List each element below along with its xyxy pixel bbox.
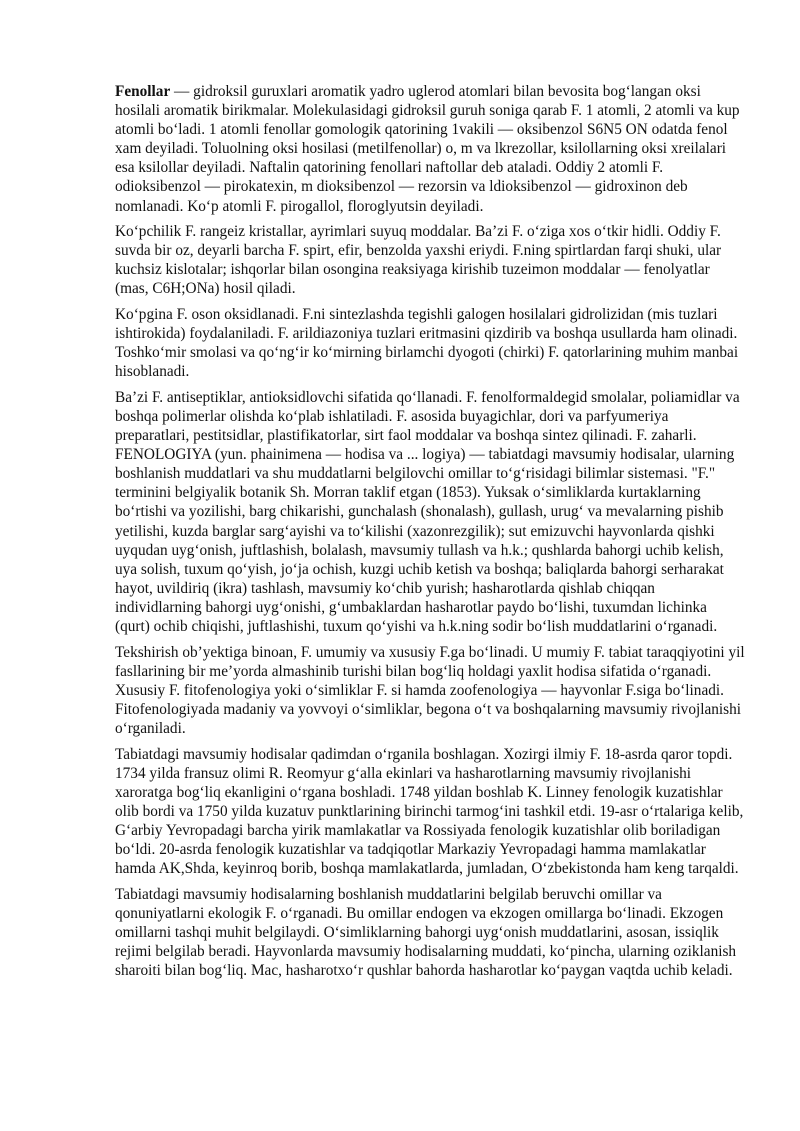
paragraph-3: Ko‘pgina F. oson oksidlanadi. F.ni sintezlashda tegishli galogen hosilalari gidrolizidan (mis tuzlari ishtirokida) foydalaniladi. F. arildiazoniya tuzlari eritmasini qizdirib va boshqa usullarda ham olinadi. Toshko‘mir smolasi va qo‘ng‘ir ko‘mirning birlamchi dyogoti (chirki) F. qatorlarining muhim manbai hisoblanadi. — [115, 306, 739, 381]
term-heading: Fenollar — [115, 83, 171, 100]
paragraph-1-text: — gidroksil guruxlari aromatik yadro uglerod atomlari bilan bevosita bog‘langan oksi hosilali aromatik birikmalar. Molekulasidagi gidroksil guruh soniga qarab F. 1 atomli, 2 atomli va kup atomli bo‘ladi. 1 atomli fenollar gomologik qatorining 1vakili — oksibenzol S6N5 ON odatda fenol xam deyiladi. Toluolning oksi hosilasi (metilfenollar) o, m va lkrezollar, ksilollarning oksi xreilalari esa ksilollar deyiladi. Naftalin qatorining fenollari naftollar deb ataladi. Oddiy 2 atomli F. odioksibenzol — pirokatexin, m dioksibenzol — rezorsin va ldioksibenzol — gidroxinon deb nomlanadi. Ko‘p atomli F. pirogallol, floroglyutsin deyiladi. — [115, 83, 740, 215]
paragraph-5: Tekshirish ob’yektiga binoan, F. umumiy va xususiy F.ga bo‘linadi. U mumiy F. tabiat taraqqiyotini yil fasllarining bir me’yorda almashinib turishi bilan bog‘liq holdagi yaxlit hodisa sifatida o‘rganadi. Xususiy F. fitofenologiya yoki o‘simliklar F. si hamda zoofenologiya — hayvonlar F.siga bo‘linadi. Fitofenologiyada madaniy va yovvoyi o‘simliklar, begona o‘t va boshqalarning mavsumiy rivojlanishi o‘rganiladi. — [115, 643, 745, 737]
document-page — [115, 82, 745, 987]
paragraph-4: Ba’zi F. antiseptiklar, antioksidlovchi sifatida qo‘llanadi. F. fenolformaldegid smolalar, poliamidlar va boshqa polimerlar olishda ko‘plab ishlatiladi. F. asosida buyagichlar, dori va parfyumeriya preparatlari, pestitsidlar, plastifikatorlar, sirt faol moddalar va boshqa sintez qilinadi. F. zaharli. FENOLOGIYA (yun. phainimena — hodisa va ... logiya) — tabiatdagi mavsumiy hodisalar, ularning boshlanish muddatlari va shu muddatlarni belgilovchi omillar to‘g‘risidagi bilimlar sistemasi. "F." terminini belgiyalik botanik Sh. Morran taklif etgan (1853). Yuksak o‘simliklarda kurtaklarning bo‘rtishi va yozilishi, barg chikarishi, gunchalash (shonalash), gullash, urug‘ va mevalarning pishib yetilishi, kuzda barglar sarg‘ayishi va to‘kilishi (xazonrezgilik); sut emizuvchi hayvonlarda qishki uyqudan uyg‘onish, juftlashish, bolalash, mavsumiy tullash va h.k.; qushlarda bahorgi uchib kelish, uya solish, tuxum qo‘yish, jo‘ja ochish, kuzgi uchib ketish va boshqa; baliqlarda bahorgi serharakat hayot, uvildiriq (ikra) tashlash, mavsumiy ko‘chib yurish; hasharotlarda qishlab chiqqan individlarning bahorgi uyg‘onishi, g‘umbaklardan hasharotlar paydo bo‘lishi, tuxumdan lichinka (qurt) ochib chiqishi, juftlashishi, tuxum qo‘yishi va h.k.ning sodir bo‘lish muddatlarini o‘rganadi. — [115, 388, 740, 636]
paragraph-2: Ko‘pchilik F. rangeiz kristallar, ayrimlari suyuq moddalar. Ba’zi F. o‘ziga xos o‘tkir hidli. Oddiy F. suvda bir oz, deyarli barcha F. spirt, efir, benzolda yaxshi eriydi. F.ning spirtlardan farqi shuki, ular kuchsiz kislotalar; ishqorlar bilan osongina reaksiyaga kirishib tuzeimon moddalar — fenolyatlar (mas, C6H;ONa) hosil qiladi. — [115, 223, 722, 298]
paragraph-6: Tabiatdagi mavsumiy hodisalar qadimdan o‘rganila boshlagan. Xozirgi ilmiy F. 18-asrda qaror topdi. 1734 yilda fransuz olimi R. Reomyur g‘alla ekinlari va hasharotlarning mavsumiy rivojlanishi xaroratga bog‘liq ekanligini o‘rgana boshladi. 1748 yildan boshlab K. Linney fenologik kuzatishlar olib bordi va 1750 yilda kuzatuv punktlarining birinchi tarmog‘ini tashkil etdi. 19-asr o‘rtalariga kelib, G‘arbiy Yevropadagi barcha yirik mamlakatlar va Rossiyada fenologik kuzatishlar olib boriladigan bo‘ldi. 20-asrda fenologik kuzatishlar va tadqiqotlar Markaziy Yevropadagi hamma mamlakatlar hamda AK,Shda, keyinroq borib, boshqa mamlakatlarda, jumladan, O‘zbekistonda ham keng tarqaldi. — [115, 745, 744, 878]
paragraph-1 — [115, 82, 745, 216]
paragraph-7: Tabiatdagi mavsumiy hodisalarning boshlanish muddatlarini belgilab beruvchi omillar va qonuniyatlarni ekologik F. o‘rganadi. Bu omillar endogen va ekzogen omillarga bo‘linadi. Ekzogen omillarni tashqi muhit belgilaydi. O‘simliklarning bahorgi uyg‘onish muddatlarini, asosan, issiqlik rejimi belgilab beradi. Hayvonlarda mavsumiy hodisalarning muddati, ko‘pincha, ularning oziklanish sharoiti bilan bog‘liq. Mac, hasharotxo‘r qushlar bahorda hasharotlar ko‘paygan vaqtda uchib keladi. — [115, 885, 737, 980]
